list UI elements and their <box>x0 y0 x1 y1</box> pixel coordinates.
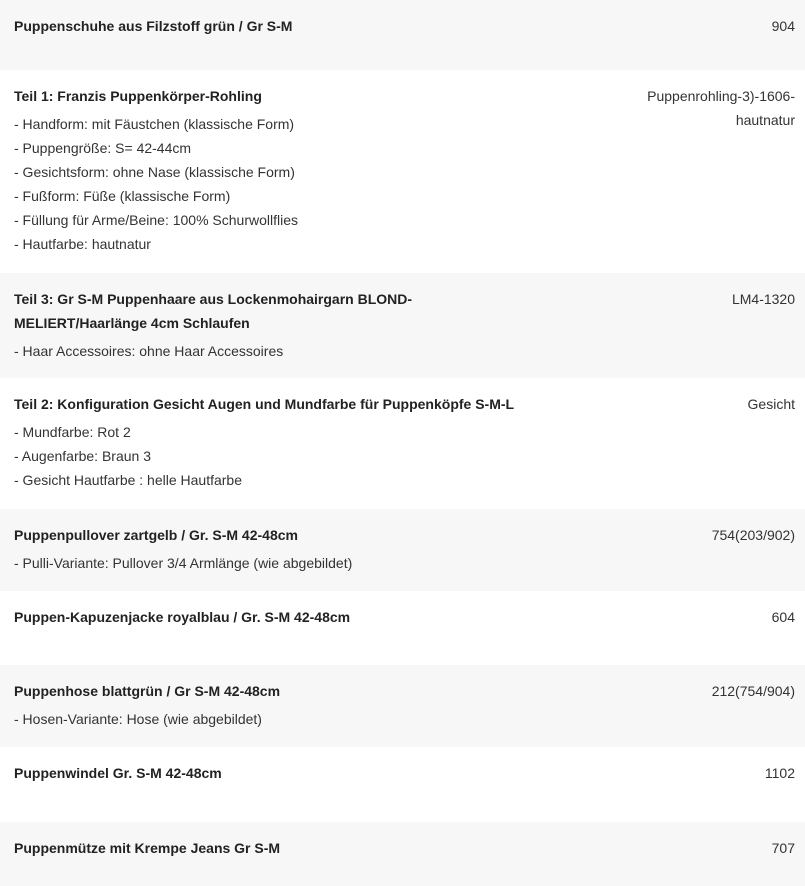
order-item-info <box>14 761 745 785</box>
order-item-info <box>14 523 692 575</box>
product-title: Puppen-Kapuzenjacke royalblau / Gr. S-M 42-48cm <box>14 609 351 625</box>
product-option: - Mundfarbe: Rot 2 <box>14 424 131 440</box>
product-option: - Hosen-Variante: Hose (wie abgebildet) <box>14 711 262 727</box>
product-title-line: MELIERT/Haarlänge 4cm Schlaufen <box>14 315 250 331</box>
order-item-info <box>14 287 712 363</box>
product-title: Puppenpullover zartgelb / Gr. S-M 42-48cm <box>14 527 298 543</box>
product-sku: Puppenrohling-3)-1606-hautnatur <box>647 88 795 128</box>
product-sku: 707 <box>771 840 795 856</box>
product-option: - Hautfarbe: hautnatur <box>14 236 151 252</box>
order-item-info <box>14 679 692 731</box>
product-option: - Gesicht Hautfarbe : helle Hautfarbe <box>14 472 243 488</box>
product-title: Teil 1: Franzis Puppenkörper-Rohling <box>14 88 262 104</box>
product-options-list <box>14 112 605 256</box>
product-sku: Gesicht <box>747 396 795 412</box>
product-option: - Pulli-Variante: Pullover 3/4 Armlänge (wie abgebildet) <box>14 555 353 571</box>
order-item-row <box>0 70 805 273</box>
product-options-list <box>14 551 692 575</box>
order-item-info <box>14 84 605 256</box>
order-item-row <box>0 665 805 747</box>
product-option: - Augenfarbe: Braun 3 <box>14 448 151 464</box>
product-title: Puppenwindel Gr. S-M 42-48cm <box>14 765 222 781</box>
product-title <box>14 287 712 335</box>
order-item-row <box>0 273 805 378</box>
product-option: - Füllung für Arme/Beine: 100% Schurwollflies <box>14 212 299 228</box>
product-options-list <box>14 339 712 363</box>
product-option: - Fußform: Füße (klassische Form) <box>14 188 231 204</box>
product-sku: 754(203/902) <box>711 527 795 543</box>
product-title: Puppenschuhe aus Filzstoff grün / Gr S-M <box>14 18 293 34</box>
product-sku: 1102 <box>764 765 795 781</box>
product-title-line: Teil 3: Gr S-M Puppenhaare aus Lockenmohairgarn BLOND- <box>14 291 413 307</box>
product-option: - Haar Accessoires: ohne Haar Accessoires <box>14 343 284 359</box>
product-options-list <box>14 707 692 731</box>
product-option: - Puppengröße: S= 42-44cm <box>14 140 192 156</box>
order-item-row <box>0 591 805 665</box>
product-title: Puppenhose blattgrün / Gr S-M 42-48cm <box>14 683 281 699</box>
order-item-row <box>0 378 805 509</box>
order-item-row <box>0 822 805 886</box>
product-title: Teil 2: Konfiguration Gesicht Augen und Mundfarbe für Puppenköpfe S-M-L <box>14 396 515 412</box>
product-sku: 904 <box>771 18 795 34</box>
product-option: - Gesichtsform: ohne Nase (klassische Form) <box>14 164 295 180</box>
product-option: - Handform: mit Fäustchen (klassische Form) <box>14 116 295 132</box>
product-title: Puppenmütze mit Krempe Jeans Gr S-M <box>14 840 281 856</box>
product-sku: 212(754/904) <box>711 683 795 699</box>
order-item-row <box>0 509 805 591</box>
order-item-row <box>0 747 805 822</box>
product-options-list <box>14 420 728 492</box>
order-item-row <box>0 0 805 70</box>
product-sku: LM4-1320 <box>731 291 795 307</box>
order-item-info <box>14 392 728 492</box>
product-sku: 604 <box>771 609 795 625</box>
order-item-info <box>14 14 752 38</box>
order-item-info <box>14 605 752 629</box>
order-item-info <box>14 836 752 860</box>
